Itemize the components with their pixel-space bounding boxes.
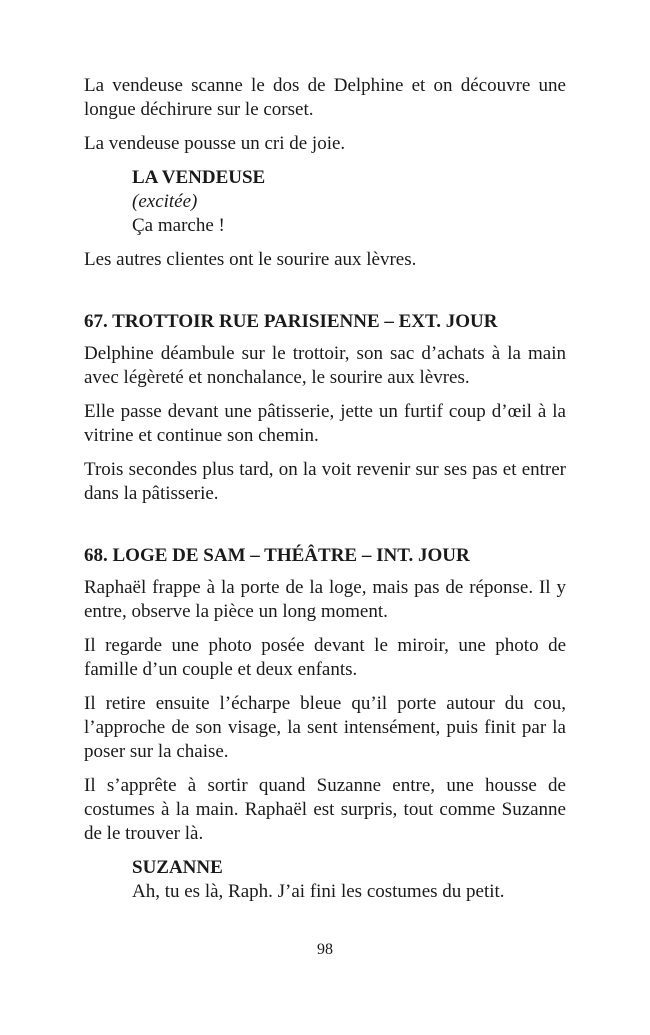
action-paragraph: Il regarde une photo posée devant le miroir, une photo de famille d’un couple et deux enfants. (84, 635, 566, 680)
character-name: LA VENDEUSE (132, 167, 266, 188)
dialogue-block (132, 166, 566, 238)
page-number: 98 (317, 941, 333, 958)
action-paragraph: Elle passe devant une pâtisserie, jette un furtif coup d’œil à la vitrine et continue son chemin. (84, 401, 566, 446)
character-name: SUZANNE (132, 857, 223, 878)
action-paragraph: Les autres clientes ont le sourire aux lèvres. (84, 249, 417, 270)
action-paragraph: La vendeuse scanne le dos de Delphine et on découvre une longue déchirure sur le corset. (84, 75, 566, 120)
action-paragraph: Delphine déambule sur le trottoir, son sac d’achats à la main avec légèreté et nonchalance, le sourire aux lèvres. (84, 343, 566, 388)
dialogue-block (132, 856, 566, 904)
scene-heading: 67. TROTTOIR RUE PARISIENNE – EXT. JOUR (84, 311, 498, 332)
script-page (84, 74, 566, 914)
action-paragraph: Il s’apprête à sortir quand Suzanne entre, une housse de costumes à la main. Raphaël est surpris, tout comme Suzanne de le trouver là. (84, 775, 566, 844)
dialogue-line: Ça marche ! (132, 215, 225, 236)
scene-gap (84, 516, 566, 544)
parenthetical: (excitée) (132, 191, 198, 212)
dialogue-line: Ah, tu es là, Raph. J’ai fini les costumes du petit. (132, 881, 505, 902)
action-paragraph: Raphaël frappe à la porte de la loge, mais pas de réponse. Il y entre, observe la pièce un long moment. (84, 577, 566, 622)
scene-heading: 68. LOGE DE SAM – THÉÂTRE – INT. JOUR (84, 545, 470, 566)
action-paragraph: La vendeuse pousse un cri de joie. (84, 133, 346, 154)
scene-gap (84, 282, 566, 310)
action-paragraph: Il retire ensuite l’écharpe bleue qu’il porte autour du cou, l’approche de son visage, la sent intensément, puis finit par la poser sur la chaise. (84, 693, 566, 762)
action-paragraph: Trois secondes plus tard, on la voit revenir sur ses pas et entrer dans la pâtisserie. (84, 459, 566, 504)
